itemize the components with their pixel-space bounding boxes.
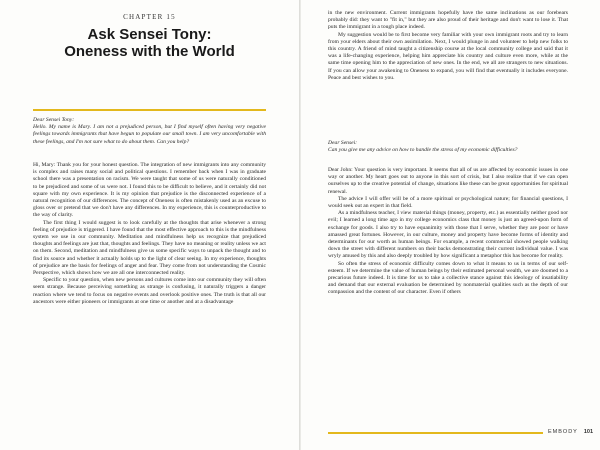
answer-paragraph-3: Specific to your question, when new persons and cultures come into our community they will often seem strange. Because perceiving something as strange is confusing, it naturally triggers a danger reaction where we tend to focus on negative events and overlook positive ones. The truth is that all our ancestors were either pioneers or immigrants at one time or another and at a disadvantage — [33, 277, 266, 305]
page-number: 101 — [583, 429, 594, 435]
answer2-paragraph-2: The advice I will offer will be of a more spiritual or psychological nature; for financial questions, I would seek out an expert in that field. — [328, 195, 568, 210]
chapter-label: CHAPTER 15 — [123, 13, 176, 21]
chapter-title — [0, 26, 299, 60]
letter-1-question — [33, 117, 266, 146]
answer2-paragraph-1: Dear John: Your question is very important. It seems that all of us are affected by economic issues in one way or another. My heart goes out to anyone in this sort of crisis, but I also realize that if we can open ourselves up to the creative potential of change, situations like these can be great opportunities for spiritual renewal. — [328, 167, 568, 195]
letter-2-salutation: Dear Sensei: — [328, 140, 358, 146]
chapter-title-line-2: Oneness with the World — [64, 43, 235, 60]
right-page — [301, 0, 600, 450]
page-footer — [548, 429, 593, 435]
letter-1-salutation: Dear Sensei Tony: — [33, 117, 75, 123]
left-page — [0, 0, 299, 450]
running-footer-label: EMBODY — [548, 429, 578, 435]
accent-rule-bottom — [328, 432, 543, 434]
accent-rule-top — [33, 109, 266, 111]
answer-paragraph-1: Hi, Mary: Thank you for your honest question. The integration of new immigrants into any community is complex and raises many social and political questions. I remember back when I was in graduate school there was a presentation on racism. We were taught that some of us were naturally conditioned to be prejudiced and some of us were not. I found this to be difficult to believe, and it certainly did not square with my own experience. It is my opinion that prejudice is the disconnected experience of a natural recognition of our differences. The concept of Oneness is often mistakenly used as an excuse to gloss over or pretend that we don't have any differences. In my experience, this is counterproductive to the way of clarity. — [33, 162, 266, 219]
letter-1-question-text: Hello. My name is Mary. I am not a prejudiced person, but I find myself often having very negative feelings towards immigrants that have begun to populate our small town. I am very uncomfortable with these feelings, and I'm not sure what to do about them. Can you help? — [33, 124, 266, 145]
letter-1-answer — [33, 162, 266, 306]
continued-paragraph-2: My suggestion would be to first become very familiar with your own immigrant roots and try to learn from your elders about their own assimilation. Next, I would plunge in and volunteer to help new folks to this country. A friend of mind taught a citizenship course at the local community college and said that it was a life-changing experience, helping him appreciate his country and culture even more, while at the same time opening him to the appreciation of new ones. In the end, we all are strangers to new situations. If you can allow your awakening to Oneness to expand, you will find that eventually it includes everyone. Peace and best wishes to you. — [328, 31, 568, 81]
answer-paragraph-2: The first thing I would suggest is to look carefully at the thoughts that arise whenever a strong feeling of prejudice is triggered. I have found that the most effective approach to this is the mindfulness system we use in our community. Meditation and mindfulness help us recognize that prejudiced thoughts and feelings are just that, thoughts and feelings. They have no meaning or reality unless we act on them. Second, meditation and mindfulness give us some specific ways to unpack the thought and to find its source and whether it actually holds up to the light of clear seeing. In my experience, thoughts of prejudice are the basis for feelings of anger and fear. They come from not understanding the Cosmic Perspective, which shows how we are all one interconnected reality. — [33, 219, 266, 277]
letter-2-question-text: Can you give me any advice on how to handle the stress of my economic difficulties? — [328, 147, 518, 154]
chapter-title-line-1: Ask Sensei Tony: — [87, 26, 212, 43]
letter-1-answer-continued — [328, 10, 568, 82]
answer2-paragraph-3: As a mindfulness teacher, I view material things (money, property, etc.) as essentially neither good nor evil; I learned a long time ago in my college economics class that money is just an agreed-upon form of exchange for goods. I also try to have equanimity with those that I serve, whether they are poor or have amassed great fortunes. However, in our culture, money and property have become forms of identity and determinants for our worth as human beings. For example, a recent commercial showed people walking down the street with different numbers on their backs demonstrating their current individual value. I was wryly amused by this and also deeply troubled by how significant a metaphor this has become for reality. — [328, 210, 568, 260]
answer2-paragraph-4: So often the stress of economic difficulty comes down to what it means to us in terms of our self-esteem. If we determine the value of human beings by their estimated personal wealth, we are doomed to a precarious future indeed. It is time for us to take a collective stance against this ideology of insatiability and demand that our external evaluation be determined by nonmaterial qualities such as the depth of our compassion and the content of our character. Even if others — [328, 260, 568, 296]
continued-paragraph-1: in the new environment. Current immigrants hopefully have the same inclinations as our forebears probably did: they want to "fit in," but they are also proud of their heritage and don't want to lose it. That puts the immigrant in a tough place indeed. — [328, 10, 568, 31]
letter-2-question — [328, 140, 568, 154]
letter-2-answer — [328, 167, 568, 297]
